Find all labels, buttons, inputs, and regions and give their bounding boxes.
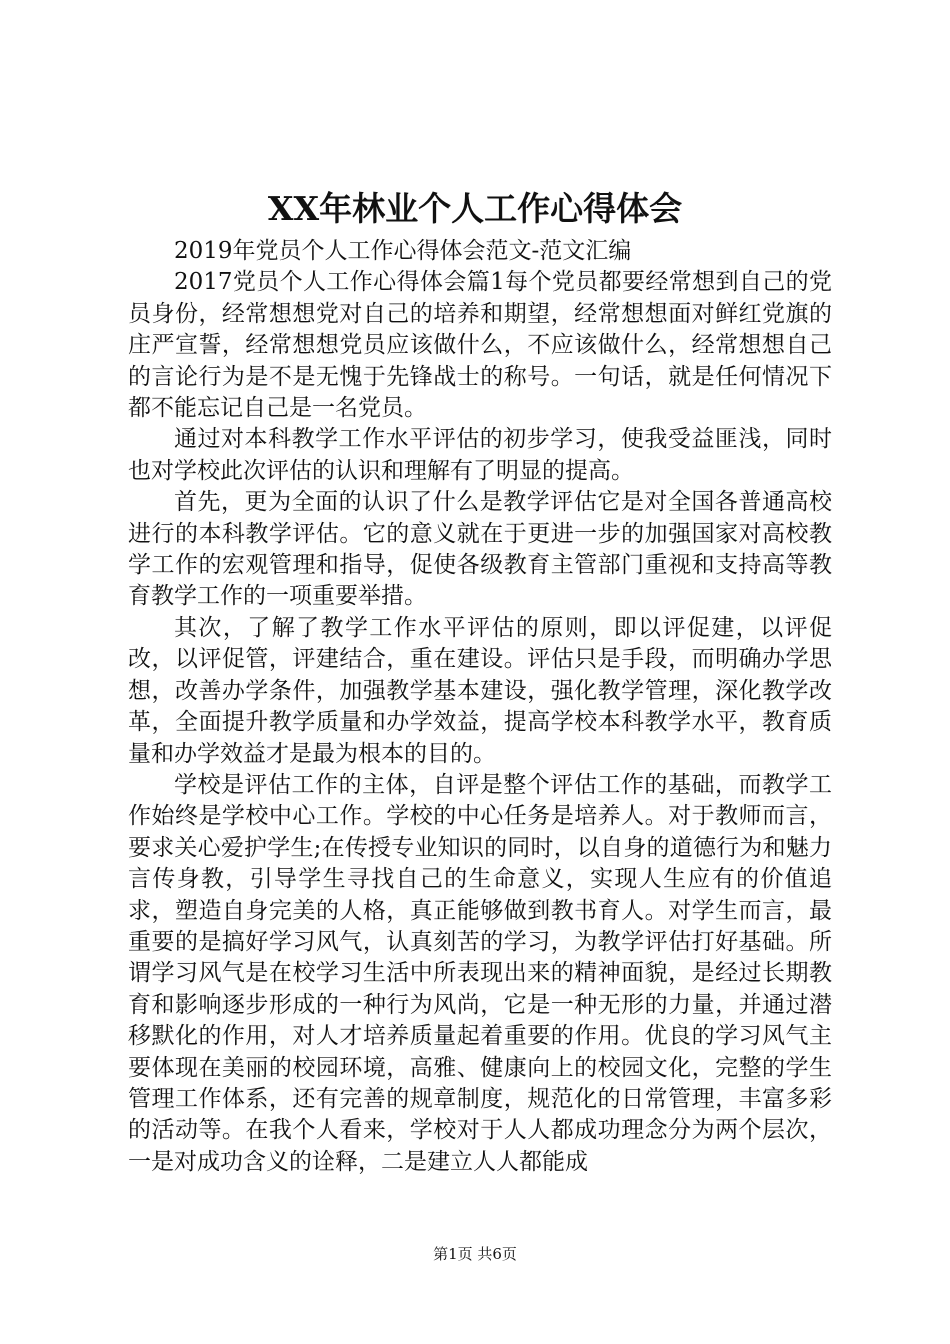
- page-number-footer: 第1页 共6页: [433, 1245, 517, 1263]
- paragraph: 首先，更为全面的认识了什么是教学评估它是对全国各普通高校进行的本科教学评估。它的意义就在于更进一步的加强国家对高校教学工作的宏观管理和指导，促使各级教育主管部门重视和支持高等教育教学工作的一项重要举措。: [128, 489, 832, 610]
- document-body: [128, 236, 832, 1178]
- paragraph: 学校是评估工作的主体，自评是整个评估工作的基础，而教学工作始终是学校中心工作。学校的中心任务是培养人。对于教师而言，要求关心爱护学生;在传授专业知识的同时，以自身的道德行为和魅力言传身教，引导学生寻找自己的生命意义，实现人生应有的价值追求，塑造自身完美的人格，真正能够做到教书育人。对学生而言，最重要的是搞好学习风气，认真刻苦的学习，为教学评估打好基础。所谓学习风气是在校学习生活中所表现出来的精神面貌，是经过长期教育和影响逐步形成的一种行为风尚，它是一种无形的力量，并通过潜移默化的作用，对人才培养质量起着重要的作用。优良的学习风气主要体现在美丽的校园环境，高雅、健康向上的校园文化，完整的学生管理工作体系，还有完善的规章制度，规范化的日常管理，丰富多彩的活动等。在我个人看来，学校对于人人都成功理念分为两个层次，一是对成功含义的诠释，二是建立人人都能成: [128, 771, 832, 1175]
- paragraph: 其次，了解了教学工作水平评估的原则，即以评促建，以评促改，以评促管，评建结合，重在建设。评估只是手段，而明确办学思想，改善办学条件，加强教学基本建设，强化教学管理，深化教学改革，全面提升教学质量和办学效益，提高学校本科教学水平，教育质量和办学效益才是最为根本的目的。: [128, 614, 832, 767]
- paragraph-subtitle: 2019年党员个人工作心得体会范文-范文汇编: [174, 238, 632, 264]
- paragraph: 2017党员个人工作心得体会篇1每个党员都要经常想到自己的党员身份，经常想想党对自己的培养和期望，经常想想面对鲜红党旗的庄严宣誓，经常想想党员应该做什么，不应该做什么，经常想想自己的言论行为是不是无愧于先锋战士的称号。一句话，就是任何情况下都不能忘记自己是一名党员。: [128, 269, 832, 422]
- document-title: XX年林业个人工作心得体会: [267, 189, 683, 228]
- paragraph: 通过对本科教学工作水平评估的初步学习，使我受益匪浅，同时也对学校此次评估的认识和理解有了明显的提高。: [128, 426, 832, 484]
